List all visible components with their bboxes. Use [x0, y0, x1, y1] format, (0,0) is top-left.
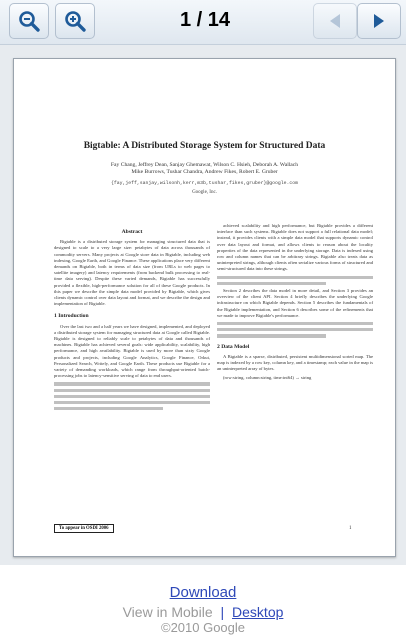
text-line: [54, 407, 163, 410]
authors-line-2: Mike Burrows, Tushar Chandra, Andrew Fikes, Robert E. Gruber: [131, 169, 278, 175]
text-line: [217, 282, 326, 285]
text-line: [217, 334, 326, 337]
document-viewer[interactable]: [0, 45, 406, 565]
text-line: [217, 328, 373, 331]
introduction-heading: 1 Introduction: [54, 313, 89, 320]
view-in-mobile-label: View in Mobile: [122, 604, 213, 620]
right-column: [217, 223, 373, 385]
introduction-text: Over the last two and a half years we have designed, implemented, and deployed a distributed storage system for managing structured data at Google called Bigtable. Bigtable is designed to reliably scale to petabytes of data and thousands of machines. Bigtable has achieved several goals: wide applicability, scalability, high performance, and high availability. Bigtable is used by more than sixty Google products and projects, including Google Analytics, Google Finance, Orkut, Personalized Search, Writely, and Google Earth. These products use Bigtable for a variety of demanding workloads, which range from throughput-oriented batch-processing jobs to latency-sensitive serving of data to end users.: [54, 323, 210, 379]
zoom-out-icon: [17, 9, 41, 33]
document-page[interactable]: [13, 58, 396, 557]
next-page-button[interactable]: [357, 3, 401, 39]
download-link[interactable]: Download: [169, 584, 237, 601]
page-indicator: 1 / 14: [179, 9, 231, 31]
left-column: [54, 223, 210, 413]
abstract-heading: Abstract: [121, 229, 143, 235]
footer-separator: |: [220, 604, 225, 620]
footer-links: [0, 604, 406, 620]
page-number: 1: [349, 526, 352, 531]
triangle-right-icon: [371, 12, 387, 30]
triangle-left-icon: [327, 12, 343, 30]
text-line: [54, 389, 210, 392]
text-line: [54, 395, 210, 398]
author-emails: {fay,jeff,sanjay,wilsonh,kerr,m3b,tushar,fikes,gruber}@google.com: [110, 181, 299, 186]
text-line: [217, 322, 373, 325]
paper-title: Bigtable: A Distributed Storage System for Structured Data: [83, 141, 326, 151]
right-paragraph-1: achieved scalability and high performance, but Bigtable provides a different interface than such systems. Bigtable does not support a full relational data model; instead, it provides clients with a simple data model that supports dynamic control over data layout and format, and allows clients to reason about the locality properties of the data represented in the underlying storage. Data is indexed using row and column names that can be arbitrary strings. Bigtable also treats data as uninterpreted strings, although clients often serialize various forms of structured and semi-structured data into these strings.: [217, 223, 373, 272]
zoom-in-icon: [63, 9, 87, 33]
right-paragraph-2: Section 2 describes the data model in more detail, and Section 3 provides an overview of the client API. Section 4 briefly describes the underlying Google infrastructure on which Bigtable depends. Section 5 describes the fundamentals of the Bigtable implementation, and Section 6 describes some of the refinements that we made to improve Bigtable's performance.: [217, 288, 373, 318]
text-line: [54, 382, 210, 385]
zoom-out-button[interactable]: [9, 3, 49, 39]
text-line: [217, 276, 373, 279]
abstract-text: Bigtable is a distributed storage system for managing structured data that is designed to scale to a very large size: petabytes of data across thousands of commodity servers. Many projects at Google store data in Bigtable, including web indexing, Google Earth, and Google Finance. These applications place very different demands on Bigtable, both in terms of data size (from URLs to web pages to satellite imagery) and latency requirements (from backend bulk processing to real-time data serving). Despite these varied demands, Bigtable has successfully provided a flexible, high-performance solution for all of these Google products. In this paper we describe the simple data model provided by Bigtable, which gives clients dynamic control over data layout and format, and we describe the design and implementation of Bigtable.: [54, 239, 210, 307]
paper-authors: [54, 162, 355, 176]
data-model-heading: 2 Data Model: [217, 343, 250, 350]
previous-page-button[interactable]: [313, 3, 357, 39]
copyright: ©2010 Google: [160, 620, 246, 635]
data-model-text: A Bigtable is a sparse, distributed, persistent multidimensional sorted map. The map is indexed by a row key, column key, and a timestamp; each value in the map is an uninterpreted array of bytes.: [217, 353, 373, 372]
author-affiliation: Google, Inc.: [192, 190, 217, 195]
viewer-toolbar: [0, 0, 406, 45]
map-definition: (row:string, column:string, time:int64) → string: [223, 375, 312, 381]
authors-line-1: Fay Chang, Jeffrey Dean, Sanjay Ghemawat, Wilson C. Hsieh, Deborah A. Wallach: [110, 162, 299, 168]
publication-note: To appear in OSDI 2006: [54, 524, 114, 533]
zoom-in-button[interactable]: [55, 3, 95, 39]
desktop-link[interactable]: Desktop: [232, 604, 284, 620]
text-line: [54, 401, 210, 404]
